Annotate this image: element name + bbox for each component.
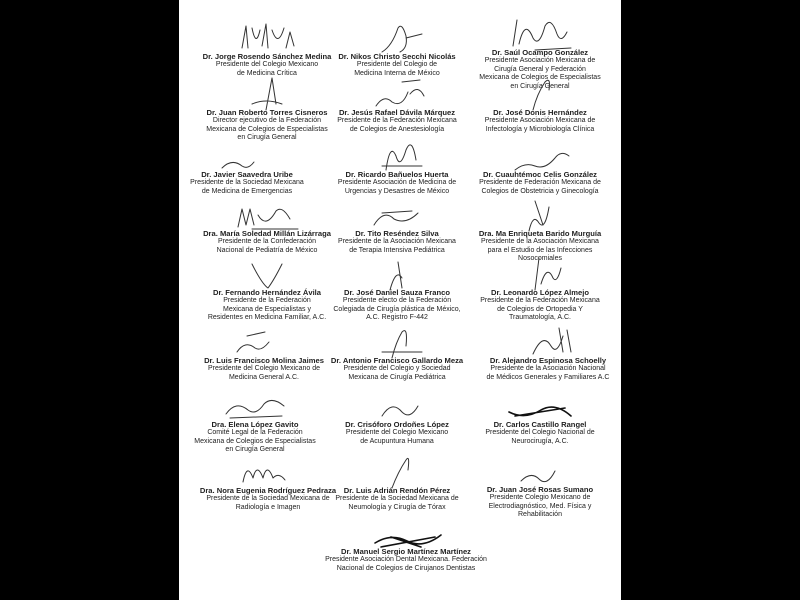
signatory-role-line: de Medicina de Emergencias xyxy=(201,187,293,195)
signatory-role-line: para el Estudio de las Infecciones xyxy=(487,246,593,254)
signatory-role-line: Presidente del Colegio Nacional de xyxy=(485,429,595,436)
signature-stroke xyxy=(382,145,422,170)
signatory-role-line: Presidente de la Asociación Mexicana xyxy=(481,238,599,245)
signature-stroke xyxy=(382,331,422,358)
signatory-role-line: Nosocomiales xyxy=(518,255,562,263)
signatory-name: Dr. Javier Saavedra Uribe xyxy=(201,170,293,179)
signatory-role-line: Mexicana de Especialistas y xyxy=(223,305,311,313)
handwritten-signature xyxy=(362,136,432,176)
handwritten-signature xyxy=(232,195,302,235)
handwritten-signature xyxy=(505,254,575,294)
signatory-role-line: Radiología e Imagen xyxy=(235,503,301,511)
signatory-role-line: de Acupuntura Humana xyxy=(360,437,434,445)
signatory-role-line: en Cirugía General xyxy=(510,82,570,90)
signatory-role-line: Neumología y Cirugía de Tórax xyxy=(348,503,446,511)
signatory-role-line: Presidente del Colegio Mexicano de xyxy=(207,365,321,372)
signatory-name: Dr. Carlos Castillo Rangel xyxy=(493,420,587,429)
signature-stroke xyxy=(390,262,402,290)
signatory-role-line: Traumatología, A.C. xyxy=(509,314,571,322)
handwritten-signature xyxy=(232,18,302,58)
handwritten-signature xyxy=(505,136,575,176)
handwritten-signature xyxy=(362,452,432,492)
handwritten-signature xyxy=(233,452,303,492)
signatory-role-line: Rehabilitación xyxy=(518,511,562,519)
signature-stroke xyxy=(533,328,571,354)
signatory-role-line: de Colegios de Anestesiología xyxy=(349,125,445,133)
signatory-name: Dr. Nikos Christo Secchi Nicolás xyxy=(338,52,456,61)
signatory-name: Dr. Luis Francisco Molina Jaimes xyxy=(204,356,324,365)
signatory-block xyxy=(312,356,482,382)
signature-stroke xyxy=(515,153,569,170)
signature-stroke xyxy=(252,264,282,288)
signatory-role-line: Presidente de la Sociedad Mexicana de xyxy=(206,495,330,502)
signature-stroke xyxy=(237,332,269,352)
document-page xyxy=(179,0,621,600)
signatory-role-line: Presidente de la Asociación Mexicana xyxy=(338,238,456,245)
handwritten-signature xyxy=(505,451,575,491)
handwritten-signature xyxy=(220,386,290,426)
signatory-name: Dr. Crisóforo Ordoñes López xyxy=(345,420,449,429)
signature-stroke xyxy=(252,78,282,110)
signatory-role-line: Neurocirugía, A.C. xyxy=(511,437,569,445)
signatory-role-line: Presidente electo de la Federación xyxy=(342,297,452,304)
signatory-role-line: Presidente del Colegio y Sociedad xyxy=(343,365,451,372)
signatory-role-line: Infectología y Microbiología Clínica xyxy=(485,125,595,133)
signatory-role-line: Presidente del Colegio de xyxy=(356,61,438,68)
signatory-role-line: A.C. Registro F-442 xyxy=(366,314,428,322)
signatory-role-line: de Terapia Intensiva Pediátrica xyxy=(349,246,445,254)
signatory-role-line: Presidente del Colegio Mexicano xyxy=(345,429,449,436)
signatory-role-line: Presidente de Federación Mexicana de xyxy=(479,179,601,186)
signatory-role-line: Comité Legal de la Federación xyxy=(207,429,303,436)
signature-stroke xyxy=(243,470,285,482)
signatory-name: Dra. Ma Enriqueta Barido Murguía xyxy=(478,229,602,238)
signatory-name: Dr. Manuel Sergio Martínez Martínez xyxy=(341,547,471,556)
signatory-role-line: Presidente Asociación Dental Mexicana. Federación xyxy=(325,556,487,563)
handwritten-signature xyxy=(362,322,432,362)
signatory-name: Dr. Tito Reséndez Silva xyxy=(355,229,439,238)
signature-stroke xyxy=(529,201,549,231)
signature-stroke xyxy=(535,258,561,290)
signatory-block xyxy=(463,356,621,382)
signature-stroke xyxy=(382,26,422,52)
signatory-role-line: Colegios de Obstetricia y Ginecología xyxy=(481,187,599,195)
signature-stroke xyxy=(375,535,441,547)
signatory-role-line: Nacional de Pediatría de México xyxy=(216,246,318,254)
signatory-role-line: Mexicana de Colegios de Especialistas xyxy=(206,125,328,133)
signatory-name: Dr. Jesús Rafael Dávila Márquez xyxy=(338,108,456,117)
signature-stroke xyxy=(392,458,409,488)
signatory-name: Dr. Fernando Hernández Ávila xyxy=(212,288,322,297)
signature-stroke xyxy=(222,162,254,168)
signature-stroke xyxy=(374,211,418,225)
signatory-name: Dr. Luis Adrián Rendón Pérez xyxy=(343,486,451,495)
signatory-role-line: Residentes en Medicina Familiar, A.C. xyxy=(207,314,327,322)
signatory-block xyxy=(321,547,491,573)
signatory-name: Dr. Alejandro Espinosa Schoelly xyxy=(489,356,607,365)
signature-stroke xyxy=(509,407,571,416)
signatory-role-line: Presidente de la Asociación Nacional xyxy=(490,365,606,372)
signatory-role-line: Medicina Interna de México xyxy=(354,69,440,77)
signatory-role-line: Presidente de la Federación Mexicana xyxy=(480,297,600,304)
signatory-role-line: Medicina General A.C. xyxy=(228,373,300,381)
signatory-name: Dr. Antonio Francisco Gallardo Meza xyxy=(330,356,464,365)
signature-stroke xyxy=(226,400,284,418)
signatory-role-line: Colegiada de Cirugía plástica de México, xyxy=(333,305,461,313)
signatory-role-line: Electrodiagnóstico, Med. Física y xyxy=(488,502,592,510)
handwritten-signature xyxy=(212,136,282,176)
signatory-name: Dr. Saúl Ocampo González xyxy=(491,48,589,57)
signatory-role-line: Mexicana de Cirugía Pediátrica xyxy=(348,373,446,381)
signature-stroke xyxy=(513,20,571,50)
signatory-name: Dra. Elena López Gavito xyxy=(211,420,299,429)
signatory-role-line: Presidente de la Federación xyxy=(223,297,311,304)
signatory-role-line: en Cirugía General xyxy=(237,134,297,142)
handwritten-signature xyxy=(362,386,432,426)
handwritten-signature xyxy=(371,513,441,553)
handwritten-signature xyxy=(505,74,575,114)
handwritten-signature xyxy=(505,386,575,426)
handwritten-signature xyxy=(362,18,432,58)
signatory-name: Dr. Leonardo López Almejo xyxy=(490,288,590,297)
handwritten-signature xyxy=(362,74,432,114)
signatory-name: Dra. Nora Eugenia Rodríguez Pedraza xyxy=(199,486,337,495)
signatory-name: Dr. Ricardo Bañuelos Huerta xyxy=(345,170,449,179)
signatory-role-line: de Colegios de Ortopedia Y xyxy=(497,305,583,313)
signatory-role-line: Presidente de la Sociedad Mexicana xyxy=(190,179,304,186)
handwritten-signature xyxy=(362,195,432,235)
signatory-role-line: Presidente del Colegio Mexicano xyxy=(215,61,319,68)
handwritten-signature xyxy=(362,254,432,294)
signatory-role-line: en Cirugía General xyxy=(225,446,285,454)
handwritten-signature xyxy=(232,254,302,294)
signatory-block xyxy=(455,485,621,520)
signatory-role-line: Presidente de la Sociedad Mexicana de xyxy=(335,495,459,502)
signatory-name: Dr. Cuauhtémoc Celis González xyxy=(483,170,597,179)
signatory-block xyxy=(455,108,621,134)
signature-stroke xyxy=(376,80,424,106)
signatory-block xyxy=(455,420,621,446)
signatory-role-line: Nacional de Colegios de Cirujanos Dentistas xyxy=(336,564,476,572)
signatory-block xyxy=(455,288,621,323)
signature-stroke xyxy=(382,406,418,416)
signatory-block xyxy=(179,170,332,196)
signature-stroke xyxy=(521,471,555,482)
signatory-name: Dr. Jorge Rosendo Sánchez Medina xyxy=(202,52,332,61)
signatory-name: Dr. José Daniel Sauza Franco xyxy=(344,288,450,297)
signatory-role-line: de Médicos Generales y Familiares A.C xyxy=(486,373,610,381)
signatory-role-line: Cirugía General y Federación xyxy=(494,65,586,73)
signatory-block xyxy=(455,170,621,196)
signatory-role-line: de Medicina Crítica xyxy=(237,69,297,77)
signature-stroke xyxy=(533,80,550,110)
signatory-role-line: Director ejecutivo de la Federación xyxy=(212,117,322,124)
signatory-role-line: Presidente Asociación Mexicana de xyxy=(484,117,596,124)
signatory-role-line: Mexicana de Colegios de Especialistas xyxy=(479,74,601,82)
signature-stroke xyxy=(242,24,294,48)
signatory-name: Dr. Juan Roberto Torres Cisneros xyxy=(206,108,328,117)
signatory-role-line: Urgencias y Desastres de México xyxy=(344,187,450,195)
handwritten-signature xyxy=(505,195,575,235)
signatory-name: Dr. José Donis Hernández xyxy=(493,108,587,117)
signatory-role-line: Mexicana de Colegios de Especialistas xyxy=(194,437,316,445)
signatory-role-line: Presidente de la Federación Mexicana xyxy=(337,117,457,124)
signatory-role-line: Presidente Colegio Mexicano de xyxy=(489,494,591,501)
signatory-name: Dr. Juan José Rosas Sumano xyxy=(486,485,594,494)
signatory-role-line: Presidente Asociación de Medicina de xyxy=(337,179,457,186)
handwritten-signature xyxy=(505,14,575,54)
handwritten-signature xyxy=(513,322,583,362)
signatory-role-line: Presidente Asociación Mexicana de xyxy=(484,57,596,64)
signatory-role-line: Presidente de la Confederación xyxy=(217,238,317,245)
signature-stroke xyxy=(238,209,298,229)
handwritten-signature xyxy=(232,74,302,114)
signatory-name: Dra. María Soledad Millán Lizárraga xyxy=(203,229,331,238)
handwritten-signature xyxy=(229,322,299,362)
